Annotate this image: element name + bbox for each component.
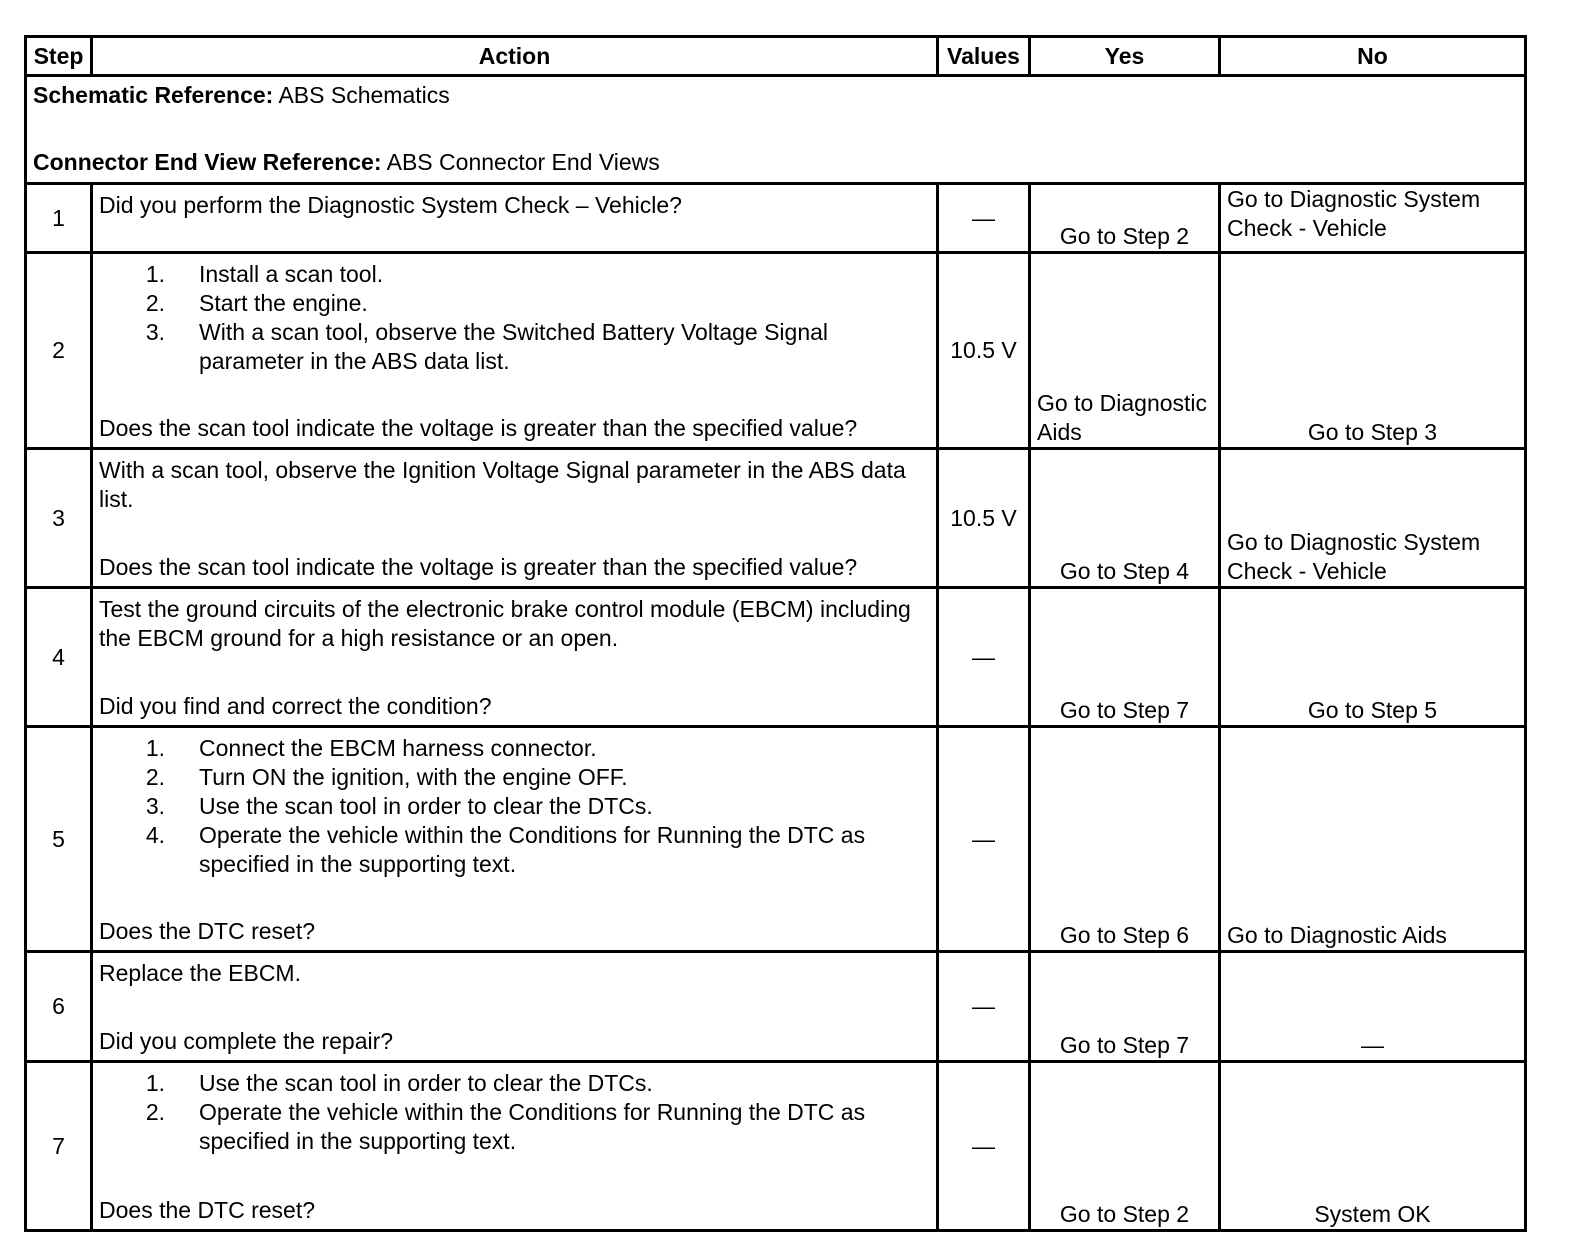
step-row bbox=[26, 1062, 1526, 1231]
action-step-number: 2. bbox=[145, 1099, 165, 1125]
yes-action: Go to Diagnostic Aids bbox=[1030, 253, 1220, 449]
action-step-number: 1. bbox=[145, 261, 165, 287]
value-cell: — bbox=[938, 952, 1030, 1062]
action-step-number: 1. bbox=[145, 735, 165, 761]
step-row bbox=[26, 449, 1526, 588]
action-step-list bbox=[99, 260, 930, 376]
action-question: Did you complete the repair? bbox=[99, 1028, 394, 1054]
action-step-number: 1. bbox=[145, 1070, 165, 1096]
header-action: Action bbox=[92, 37, 938, 76]
action-question: Does the DTC reset? bbox=[99, 1197, 316, 1223]
action-question: Does the scan tool indicate the voltage is greater than the specified value? bbox=[99, 554, 858, 580]
no-action: System OK bbox=[1220, 1062, 1526, 1231]
action-step-list bbox=[99, 734, 930, 879]
action-cell bbox=[92, 1062, 938, 1231]
action-step-text: Turn ON the ignition, with the engine OFF. bbox=[199, 764, 628, 790]
connector-reference-value: ABS Connector End Views bbox=[386, 149, 660, 175]
schematic-reference-label: Schematic Reference: bbox=[33, 82, 274, 108]
value-cell: 10.5 V bbox=[938, 449, 1030, 588]
action-step-item bbox=[99, 260, 930, 289]
step-number: 7 bbox=[26, 1062, 92, 1231]
no-action: — bbox=[1220, 952, 1526, 1062]
value-cell: 10.5 V bbox=[938, 253, 1030, 449]
header-step: Step bbox=[26, 37, 92, 76]
reference-row bbox=[26, 76, 1526, 184]
action-step-item bbox=[99, 1098, 930, 1156]
yes-action: Go to Step 2 bbox=[1030, 184, 1220, 253]
no-action: Go to Diagnostic System Check - Vehicle bbox=[1220, 449, 1526, 588]
action-step-number: 3. bbox=[145, 793, 165, 819]
action-cell bbox=[92, 588, 938, 727]
step-row bbox=[26, 588, 1526, 727]
connector-reference bbox=[33, 148, 1518, 177]
yes-action: Go to Step 7 bbox=[1030, 952, 1220, 1062]
schematic-reference bbox=[33, 81, 1518, 110]
no-action: Go to Step 3 bbox=[1220, 253, 1526, 449]
action-step-text: Connect the EBCM harness connector. bbox=[199, 735, 597, 761]
action-cell bbox=[92, 184, 938, 253]
action-step-text: Use the scan tool in order to clear the DTCs. bbox=[199, 1070, 653, 1096]
action-step-item bbox=[99, 821, 930, 879]
action-cell bbox=[92, 449, 938, 588]
action-instruction: Did you perform the Diagnostic System Check – Vehicle? bbox=[99, 192, 682, 218]
action-step-list bbox=[99, 1069, 930, 1156]
action-cell bbox=[92, 253, 938, 449]
action-step-number: 2. bbox=[145, 764, 165, 790]
action-instruction: With a scan tool, observe the Ignition Voltage Signal parameter in the ABS data list. bbox=[99, 457, 906, 512]
yes-action: Go to Step 2 bbox=[1030, 1062, 1220, 1231]
connector-reference-label: Connector End View Reference: bbox=[33, 149, 382, 175]
action-step-item bbox=[99, 1069, 930, 1098]
yes-action: Go to Step 6 bbox=[1030, 727, 1220, 952]
action-question: Does the scan tool indicate the voltage is greater than the specified value? bbox=[99, 415, 858, 441]
yes-action: Go to Step 7 bbox=[1030, 588, 1220, 727]
yes-action: Go to Step 4 bbox=[1030, 449, 1220, 588]
header-yes: Yes bbox=[1030, 37, 1220, 76]
action-cell bbox=[92, 727, 938, 952]
action-instruction: Test the ground circuits of the electronic brake control module (EBCM) including the EBCM ground for a high resistance or an open. bbox=[99, 596, 911, 651]
no-action: Go to Diagnostic Aids bbox=[1220, 727, 1526, 952]
header-row bbox=[26, 37, 1526, 76]
step-number: 2 bbox=[26, 253, 92, 449]
action-question: Did you find and correct the condition? bbox=[99, 693, 492, 719]
step-row bbox=[26, 952, 1526, 1062]
action-step-number: 4. bbox=[145, 822, 165, 848]
action-step-text: Use the scan tool in order to clear the DTCs. bbox=[199, 793, 653, 819]
step-number: 3 bbox=[26, 449, 92, 588]
step-number: 5 bbox=[26, 727, 92, 952]
diagnostic-table bbox=[24, 35, 1527, 1232]
action-step-item bbox=[99, 763, 930, 792]
step-row bbox=[26, 727, 1526, 952]
schematic-reference-value: ABS Schematics bbox=[278, 82, 450, 108]
step-row bbox=[26, 184, 1526, 253]
step-row bbox=[26, 253, 1526, 449]
action-step-item bbox=[99, 289, 930, 318]
value-cell: — bbox=[938, 588, 1030, 727]
action-step-number: 3. bbox=[145, 319, 165, 345]
action-step-text: Install a scan tool. bbox=[199, 261, 384, 287]
action-cell bbox=[92, 952, 938, 1062]
action-step-text: Operate the vehicle within the Conditions for Running the DTC as specified in the supporting text. bbox=[199, 1099, 866, 1154]
step-number: 6 bbox=[26, 952, 92, 1062]
action-instruction: Replace the EBCM. bbox=[99, 960, 301, 986]
action-question: Does the DTC reset? bbox=[99, 918, 316, 944]
action-step-text: With a scan tool, observe the Switched Battery Voltage Signal parameter in the ABS data list. bbox=[199, 319, 829, 374]
value-cell: — bbox=[938, 184, 1030, 253]
value-cell: — bbox=[938, 727, 1030, 952]
action-step-number: 2. bbox=[145, 290, 165, 316]
header-values: Values bbox=[938, 37, 1030, 76]
step-number: 4 bbox=[26, 588, 92, 727]
action-step-item bbox=[99, 792, 930, 821]
no-action: Go to Diagnostic System Check - Vehicle bbox=[1220, 184, 1526, 253]
action-step-text: Operate the vehicle within the Conditions for Running the DTC as specified in the supporting text. bbox=[199, 822, 866, 877]
header-no: No bbox=[1220, 37, 1526, 76]
value-cell: — bbox=[938, 1062, 1030, 1231]
action-step-item bbox=[99, 318, 930, 376]
action-step-text: Start the engine. bbox=[199, 290, 368, 316]
no-action: Go to Step 5 bbox=[1220, 588, 1526, 727]
action-step-item bbox=[99, 734, 930, 763]
step-number: 1 bbox=[26, 184, 92, 253]
